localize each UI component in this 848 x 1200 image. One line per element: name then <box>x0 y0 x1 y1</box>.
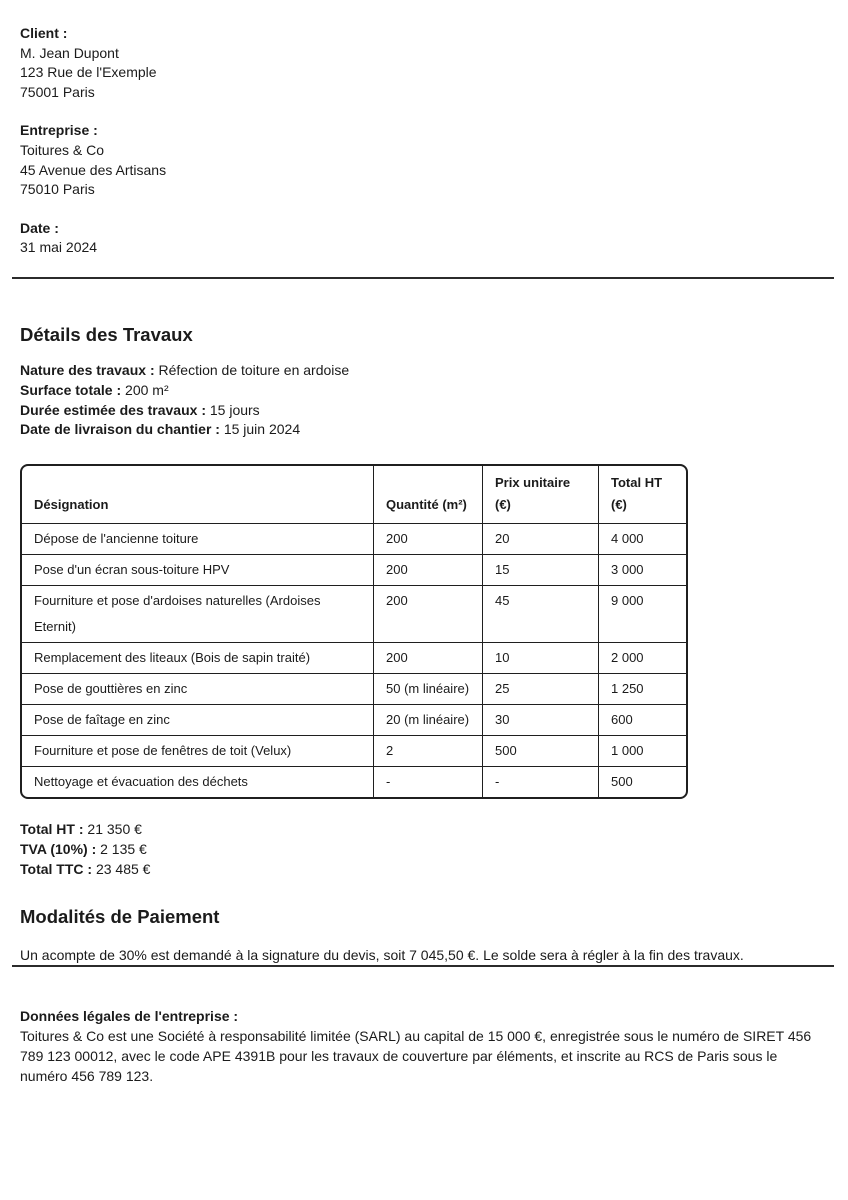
legal-block <box>20 1007 826 1086</box>
table-row <box>22 554 688 585</box>
cell-unit-price: 25 <box>482 673 598 704</box>
tva-value: 2 135 € <box>100 841 147 858</box>
works-section-title: Détails des Travaux <box>20 323 193 345</box>
cell-quantity: 200 <box>373 642 482 673</box>
cell-total: 9 000 <box>598 585 688 642</box>
cell-unit-price: - <box>482 766 598 797</box>
total-ht-line <box>20 819 826 839</box>
table-row <box>22 735 688 766</box>
cell-unit-price: 500 <box>482 735 598 766</box>
cell-unit-price: 15 <box>482 554 598 585</box>
company-city: 75010 Paris <box>20 181 95 198</box>
cell-quantity: 50 (m linéaire) <box>373 673 482 704</box>
total-ttc-value: 23 485 € <box>95 861 151 878</box>
field-surface <box>20 381 826 401</box>
field-nature-label: Nature des travaux : <box>20 361 155 378</box>
works-table-container <box>20 464 688 799</box>
cell-total: 4 000 <box>598 523 688 554</box>
table-row <box>22 585 688 642</box>
cell-total: 2 000 <box>598 642 688 673</box>
cell-designation: Remplacement des liteaux (Bois de sapin traité) <box>22 642 373 673</box>
cell-designation: Pose d'un écran sous-toiture HPV <box>22 554 373 585</box>
tva-line <box>20 839 826 859</box>
cell-unit-price: 10 <box>482 642 598 673</box>
field-delivery-label: Date de livraison du chantier : <box>20 421 220 438</box>
header-unit-price: Prix unitaire (€) <box>482 466 598 523</box>
table-row <box>22 673 688 704</box>
field-surface-label: Surface totale : <box>20 381 122 398</box>
client-label: Client : <box>20 25 68 41</box>
cell-unit-price: 30 <box>482 704 598 735</box>
table-row <box>22 766 688 797</box>
company-label: Entreprise : <box>20 122 98 139</box>
date-value: 31 mai 2024 <box>20 239 98 256</box>
cell-unit-price: 20 <box>482 523 598 554</box>
cell-total: 500 <box>598 766 688 797</box>
cell-designation: Pose de faîtage en zinc <box>22 704 373 735</box>
client-street: 123 Rue de l'Exemple <box>20 64 157 81</box>
company-block <box>20 121 826 199</box>
cell-designation: Fourniture et pose d'ardoises naturelles (Ardoises Eternit) <box>22 585 373 642</box>
legal-label: Données légales de l'entreprise : <box>20 1008 239 1025</box>
table-header-row <box>22 466 688 523</box>
cell-designation: Pose de gouttières en zinc <box>22 673 373 704</box>
company-name: Toitures & Co <box>20 141 105 158</box>
cell-designation: Dépose de l'ancienne toiture <box>22 523 373 554</box>
field-delivery <box>20 420 826 440</box>
field-duration-label: Durée estimée des travaux : <box>20 401 206 418</box>
cell-quantity: 20 (m linéaire) <box>373 704 482 735</box>
cell-designation: Nettoyage et évacuation des déchets <box>22 766 373 797</box>
cell-total: 1 250 <box>598 673 688 704</box>
total-ht-label: Total HT : <box>20 821 84 838</box>
header-designation: Désignation <box>34 496 109 512</box>
works-table <box>22 466 688 797</box>
total-ttc-line <box>20 859 826 879</box>
payment-paragraph: Un acompte de 30% est demandé à la signature du devis, soit 7 045,50 €. Le solde sera à régler à la fin des travaux. <box>20 947 744 964</box>
date-label: Date : <box>20 219 59 236</box>
client-block <box>20 24 826 102</box>
cell-quantity: 200 <box>373 523 482 554</box>
cell-total: 1 000 <box>598 735 688 766</box>
top-divider <box>12 277 834 279</box>
works-fields <box>20 361 826 440</box>
total-ht-value: 21 350 € <box>87 821 142 838</box>
table-row <box>22 523 688 554</box>
field-duration <box>20 401 826 421</box>
cell-designation: Fourniture et pose de fenêtres de toit (Velux) <box>22 735 373 766</box>
field-nature-value: Réfection de toiture en ardoise <box>158 361 350 378</box>
client-city: 75001 Paris <box>20 83 95 100</box>
field-duration-value: 15 jours <box>209 401 260 418</box>
cell-quantity: 2 <box>373 735 482 766</box>
company-street: 45 Avenue des Artisans <box>20 161 167 178</box>
cell-total: 600 <box>598 704 688 735</box>
total-ttc-label: Total TTC : <box>20 861 93 878</box>
date-block <box>20 219 826 258</box>
field-delivery-value: 15 juin 2024 <box>223 421 301 438</box>
field-nature <box>20 361 826 381</box>
tva-label: TVA (10%) : <box>20 841 97 858</box>
payment-section-title: Modalités de Paiement <box>20 906 220 928</box>
cell-unit-price: 45 <box>482 585 598 642</box>
totals-block <box>20 819 826 879</box>
cell-quantity: 200 <box>373 554 482 585</box>
cell-quantity: - <box>373 766 482 797</box>
cell-quantity: 200 <box>373 585 482 642</box>
cell-total: 3 000 <box>598 554 688 585</box>
bottom-divider <box>12 965 834 967</box>
table-row <box>22 704 688 735</box>
table-row <box>22 642 688 673</box>
header-total-ht: Total HT (€) <box>598 466 688 523</box>
client-name: M. Jean Dupont <box>20 44 119 61</box>
header-quantity: Quantité (m²) <box>373 466 482 523</box>
field-surface-value: 200 m² <box>125 381 169 398</box>
legal-paragraph: Toitures & Co est une Société à responsabilité limitée (SARL) au capital de 15 000 €, enregistrée sous le numéro de SIRET 456 789 123 00012, avec le code APE 4391B pour les travaux de couverture par éléments, et inscrite au RCS de Paris sous le numéro 456 789 123. <box>20 1027 812 1084</box>
